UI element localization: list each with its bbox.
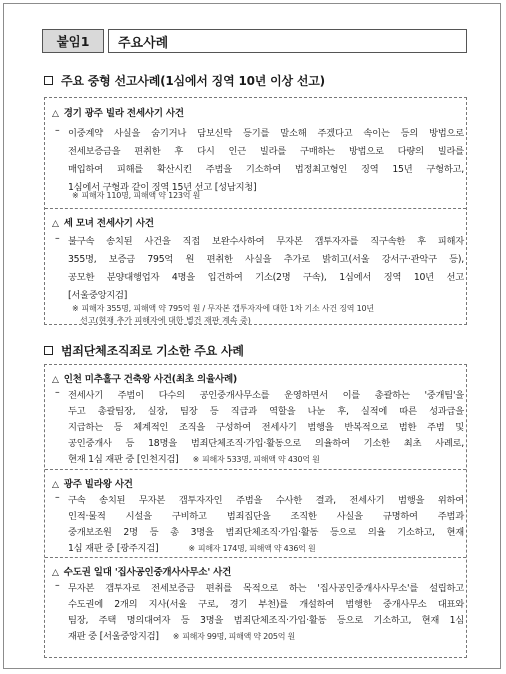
case-note-continued: 선고(현재 추가 피해자에 대한 별건 재판 계속 중) (80, 316, 251, 325)
case-item (45, 365, 466, 469)
case-note (72, 303, 374, 314)
case-line (68, 540, 315, 554)
case-line: 불구속 송치된 사건을 직접 보완수사하여 무자본 갭투자자를 직구속한 후 피해자 (68, 236, 464, 247)
dash-bullet-icon: – (55, 580, 60, 591)
case-item (45, 208, 466, 325)
case-title-text: 세 모녀 전세사기 사건 (63, 218, 154, 229)
note-mark-icon: ※ (72, 304, 79, 313)
case-line: 공인중개사 등 18명을 범죄단체조직·가입·활동으로 의율하여 기소한 최초 사례로, (68, 438, 464, 449)
attachment-header (42, 29, 467, 53)
case-title (52, 105, 184, 119)
note-mark-icon: ※ (188, 544, 195, 553)
triangle-bullet-icon: △ (52, 568, 59, 578)
case-title (52, 371, 237, 385)
case-title (52, 564, 231, 578)
document-page (3, 3, 501, 669)
case-line: [서울중앙지검] (68, 290, 128, 301)
section-heading (44, 72, 325, 89)
case-line-text: 재판 중 [서울중앙지검] (68, 631, 159, 642)
note-mark-icon: ※ (172, 632, 180, 641)
dash-bullet-icon: – (55, 492, 60, 503)
case-line: 355명, 보증금 795억 원 편취한 사실을 추가로 밝히고(서울 강서구·관악구 등), (68, 254, 464, 265)
case-note-text: 피해자 99명, 피해액 약 205억 원 (182, 632, 295, 641)
case-line: 매입하여 피해를 확산시킨 주범을 기소하여 법정최고형인 징역 15년 구형하고, (68, 164, 464, 175)
case-line (68, 451, 320, 465)
case-title (52, 476, 133, 490)
case-title-text: 인천 미추홀구 건축왕 사건(최초 의율사례) (63, 374, 238, 385)
section-heading-text: 범죄단체조직죄로 기소한 주요 사례 (61, 344, 244, 358)
case-note-text: 피해자 110명, 피해액 약 123억 원 (81, 191, 201, 200)
note-mark-icon: ※ (72, 191, 79, 200)
case-line: 전세사기 주범이 다수의 공인중개사무소를 운영하면서 이를 총괄하는 '중개팀'을 (68, 390, 464, 401)
section-heading (44, 342, 244, 359)
case-line: 지급하는 등 체계적인 조직을 구성하여 전세사기 범행을 반복적으로 범한 주범 및 (68, 422, 464, 433)
case-line-text: 1심 재판 중 [광주지검] (68, 543, 159, 554)
case-item (45, 557, 466, 658)
square-bullet-icon (44, 76, 53, 85)
attachment-tag: 붙임1 (42, 29, 104, 53)
case-note (72, 190, 200, 201)
case-box (44, 97, 467, 325)
case-line: 전세보증금을 편취한 후 다시 인근 빌라를 구매하는 방법으로 다량의 빌라를 (68, 146, 464, 157)
case-note-text: 피해자 533명, 피해액 약 430억 원 (202, 455, 320, 464)
case-title-text: 수도권 일대 '집사공인중개사사무소' 사건 (63, 567, 232, 578)
triangle-bullet-icon: △ (52, 480, 59, 490)
case-note (193, 455, 320, 464)
section-heading-text: 주요 중형 선고사례(1심에서 징역 10년 이상 선고) (61, 74, 325, 88)
dash-bullet-icon: – (55, 233, 60, 244)
case-title-text: 광주 빌라왕 사건 (63, 479, 133, 490)
case-box (44, 364, 467, 658)
case-line: 팀장, 주택 명의대여자 등 3명을 범죄단체조직·가입·활동 등으로 기소하고, 현재 1심 (68, 615, 464, 626)
case-line: 1심에서 구형과 같이 징역 15년 선고 [성남지청] (68, 182, 257, 193)
case-title (52, 215, 154, 229)
case-line: 이중계약 사실을 숨기거나 담보신탁 등기를 말소해 주겠다고 속이는 등의 방법으로 (68, 128, 464, 139)
case-item (45, 469, 466, 557)
dash-bullet-icon: – (55, 125, 60, 136)
case-line: 구속 송치된 무자본 갭투자자인 주범을 수사한 결과, 전세사기 범행을 위하여 (68, 495, 464, 506)
case-note (188, 544, 315, 553)
case-note-text: 피해자 174명, 피해액 약 436억 원 (197, 544, 316, 553)
case-line: 무자본 갭투자로 전세보증금 편취를 목적으로 하는 '집사공인중개사사무소'를 설립하고 (68, 583, 464, 594)
case-line (68, 628, 295, 642)
case-title-text: 경기 광주 빌라 전세사기 사건 (63, 108, 184, 119)
case-item (45, 98, 466, 208)
case-line: 인적·물적 시설을 구비하고 범죄집단을 조직한 사실을 규명하여 주범과 (68, 511, 464, 522)
note-mark-icon: ※ (192, 455, 200, 464)
case-line: 공모한 분양대행업자 4명을 입건하여 기소(2명 구속), 1심에서 징역 10년 선고 (68, 272, 464, 283)
triangle-bullet-icon: △ (52, 109, 59, 119)
document-title: 주요사례 (108, 29, 467, 53)
case-note-text: 피해자 355명, 피해액 약 795억 원 / 무자본 갭투자자에 대한 1차 기소 사건 징역 10년 (81, 304, 374, 313)
triangle-bullet-icon: △ (52, 219, 59, 229)
case-line: 두고 총괄팀장, 실장, 팀장 등 직급과 역할을 나눈 후, 실적에 따른 성과급을 (68, 406, 464, 417)
case-note (173, 632, 295, 641)
square-bullet-icon (44, 346, 53, 355)
case-line-text: 현재 1심 재판 중 [인천지검] (68, 454, 179, 465)
case-line: 중개보조원 2명 등 총 3명을 범죄단체조직·가입·활동 등으로 의율 기소하고, 현재 (68, 527, 464, 538)
triangle-bullet-icon: △ (52, 375, 59, 385)
dash-bullet-icon: – (55, 387, 60, 398)
case-line: 수도권에 2개의 지사(서울 구로, 경기 부천)를 개설하여 범행한 중개사무소 대표와 (68, 599, 464, 610)
